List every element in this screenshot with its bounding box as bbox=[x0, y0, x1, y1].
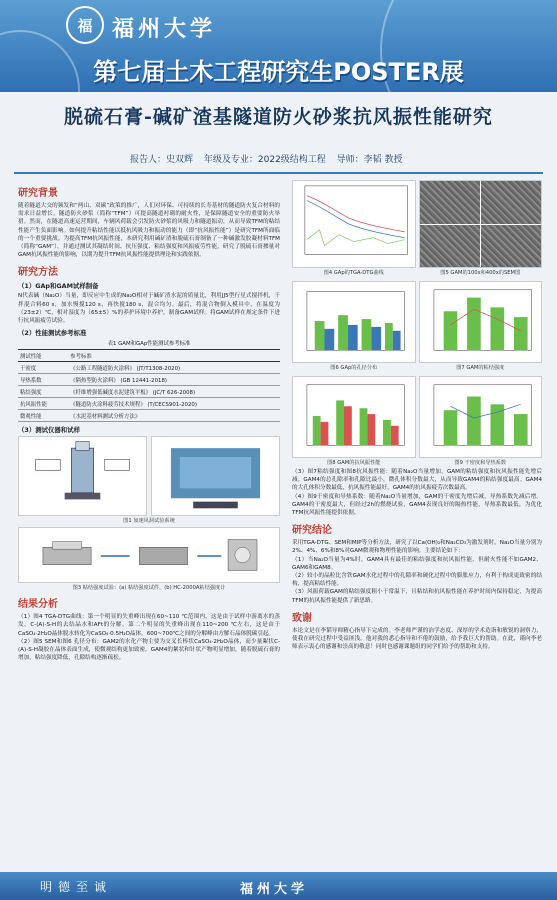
sem-image bbox=[420, 225, 480, 268]
results-heading: 结果分析 bbox=[18, 599, 58, 611]
university-logo bbox=[66, 6, 104, 44]
table-row bbox=[18, 410, 280, 422]
pore-distribution-plot bbox=[293, 282, 415, 362]
table-header: 测试性能 bbox=[18, 350, 68, 362]
fig5-wrap bbox=[419, 180, 543, 278]
footer-university: 福州大学 bbox=[240, 882, 309, 897]
bond-strength-chart bbox=[419, 281, 543, 363]
sem-images bbox=[419, 180, 543, 268]
thanks-heading: 致谢 bbox=[292, 612, 312, 624]
fig9-caption: 图9 干密度和导热系数 bbox=[454, 460, 507, 466]
conclusion-c3: （3）风振荷载GAM的粘结强度粗小于常温下，且粘结和抗风振性能在养护时间内保持稳定，为提高TFM的抗风振性能提供了新思路。 bbox=[292, 589, 542, 604]
footer-motto: 明德至诚 bbox=[40, 880, 113, 894]
divider bbox=[14, 172, 543, 174]
right-column bbox=[292, 180, 542, 651]
page-title: 脱硫石膏-碱矿渣基隧道防火砂浆抗风振性能研究 bbox=[64, 106, 493, 128]
results-p1: （1）图4 TGA-DTG曲线：第一个明显的失重峰出现在60~110 ℃范围内，这是由于试样中游离水的蒸发。C-(A)-S-H的去结晶水和AFt的分解。第二个明显的失重峰出现在110~200 ℃左右，这是由于CaSO₄·2H₂O晶体脱水转化为CaSO₄·0.5H₂O晶体。600~700℃之间的分解峰由方解石晶体脱碳引起。 bbox=[18, 614, 280, 637]
pore-distribution-chart bbox=[292, 281, 416, 363]
methods-step1-text: N代表碱（Na₂O）当量，即反应中生成的Na₂O相对于碱矿渣水泥的质量比，利用JJ5型行星式搅拌机，干拌混合料60 s，加水慢搅120 s，再快搅180 s，混合均匀。最后，将混合物倒入模具中，在温度为（23±2）℃，相对湿度为（65±5）%的养护环境中养护，制备GAM试样。将GAM试样在规定条件下进行抗风振疲劳试验。 bbox=[18, 293, 280, 325]
thanks-text: 本论文是在李韬导师精心指导下完成的。李老师严谨的治学态度、深厚的学术造诣和敏锐的洞察力，使我在研究过程中受益匪浅。他对我的悉心指导和不倦的鼓励，给予我巨大的帮助。在此，谨向李老师表示衷心的感谢和崇高的敬意！同时也感谢课题组的同学们给予的帮助和支持。 bbox=[292, 627, 542, 651]
table-cell: 《纤维增强低碱度水泥建筑平板》 (JC/T 626-2008) bbox=[68, 386, 280, 398]
table-cell: 导热系数 bbox=[18, 374, 68, 386]
footer-banner bbox=[0, 872, 557, 900]
table-cell: 《隔热型防火涂料》 (GB 12441-2018) bbox=[68, 374, 280, 386]
fig6-wrap bbox=[292, 281, 416, 373]
equipment-figures bbox=[18, 436, 280, 516]
bond-test-figure bbox=[18, 527, 280, 583]
fig4-caption: 图4 GAp的TGA-DTG曲线 bbox=[323, 270, 384, 276]
bond-strength-plot bbox=[420, 282, 542, 362]
table-cell: 《隧道防火涂料疲劳技术规程》 (T/CECS901-2020) bbox=[68, 398, 280, 410]
standards-table bbox=[18, 349, 280, 422]
table-cell: 《水泥基材料测试分析方法》 bbox=[68, 410, 280, 422]
wind-vibration-chart bbox=[292, 376, 416, 458]
table-cell: 微观性能 bbox=[18, 410, 68, 422]
field-test-figure bbox=[151, 436, 280, 516]
bond-test-illustration bbox=[19, 528, 279, 582]
fig3-caption: 图3 粘结强度试验：(a) 粘结强度试件，(b) HC-2000A粘结强度计 bbox=[72, 585, 226, 592]
grade-major: 年级及专业：2022级结构工程 bbox=[203, 155, 326, 165]
methods-heading: 研究方法 bbox=[18, 267, 58, 279]
fig4-wrap bbox=[292, 180, 416, 278]
table-row bbox=[18, 374, 280, 386]
wind-vibration-plot bbox=[293, 377, 415, 457]
tga-dtg-plot bbox=[293, 181, 415, 267]
field-test-illustration bbox=[152, 437, 279, 515]
figure-grid bbox=[292, 180, 542, 468]
fig1-caption: 图1 加速风洞试验系统 bbox=[123, 518, 175, 525]
sem-image bbox=[481, 225, 541, 268]
background-text: 随着隧道大交的频发和“两山、双碳”政策的推广，人们对环保、可持续的长寿基材的隧道防火复合材料的需求日益增长。隧道防火砂浆（简称“TFM”）可提高隧道衬砌的耐火性，是保障隧道安全的重要防火举措。然而，在隧道高速运营期间，车辆风荷载会引发防火砂浆的风吸力和隧道振动，从而导致TFM的粘结性能产生负面影响。如何提升粘结性能以抵抗风吸力和振动的能力（即“抗风振性能”）是研究TFM所面临的一个重要挑战。为提高TFM抗风振性能，本研究利用碱矿渣和脱硫石膏制备了一种碱激发胶凝材料TFM（简称“GAM”），并通过测试其凝结时间、抗压强度、粘结强度和风振疲劳性能，研究了脱硫石膏掺量对GAM抗风振性能的影响，以期为提升TFM抗风振性能提供理论和实践依据。 bbox=[18, 203, 280, 259]
conclusion-c1: （1）当Na₂O当量为4%时，GAM4具有最佳的粘结强度和抗风振性能，但耐火性能不如GAM2、GAM6和GAM8。 bbox=[292, 556, 542, 571]
fig7-caption: 图7 GAM的粘结强度 bbox=[456, 365, 505, 371]
density-conductivity-plot bbox=[420, 377, 542, 457]
table-row bbox=[18, 386, 280, 398]
table-row bbox=[18, 362, 280, 374]
wind-tunnel-illustration bbox=[19, 437, 146, 515]
density-conductivity-chart bbox=[419, 376, 543, 458]
sem-image bbox=[420, 181, 480, 224]
table-cell: 粘结强度 bbox=[18, 386, 68, 398]
advisor: 导师：李韬 教授 bbox=[336, 155, 403, 165]
sem-image bbox=[481, 181, 541, 224]
wind-tunnel-figure bbox=[18, 436, 147, 516]
background-heading: 研究背景 bbox=[18, 188, 58, 199]
header-banner bbox=[0, 0, 557, 92]
author-line bbox=[130, 152, 411, 165]
fig8-caption: 图8 GAM的抗风振性能 bbox=[327, 460, 381, 466]
table-caption: 表1 GAM和GAp性能测试参考标准 bbox=[107, 341, 191, 348]
methods-step2: （2）性能测试参考标准 bbox=[18, 329, 87, 338]
table-row bbox=[18, 398, 280, 410]
discussion-p3: （3）图7粘结强度和图8抗风振性能：随着Na₂O当量增加，GAM的粘结强度和抗风振性能先增后减。GAM4的总孔隙率和孔隙比最小，微孔体积分数最大，从而导致GAM4的粘结强度最高。GAM4的大孔体积分数最低，抗风振性能最好，GAM4的抗风振疲劳次数最高。 bbox=[292, 469, 542, 492]
university-name: 福州大学 bbox=[112, 16, 217, 42]
conclusion-c2: （2）较小的晶粒比含铁GAM水化过程中的孔隙率和硬化过程中的膨胀应力，有利于构成更致密的结构，提高粘结性能。 bbox=[292, 573, 542, 588]
fig9-wrap bbox=[419, 376, 543, 468]
fig8-wrap bbox=[292, 376, 416, 468]
table-header: 参考标准 bbox=[68, 350, 280, 362]
tga-dtg-chart bbox=[292, 180, 416, 268]
table-cell: 抗风振性能 bbox=[18, 398, 68, 410]
seal-text: 福 bbox=[77, 16, 93, 35]
fig6-caption: 图6 GAp的孔径分布 bbox=[330, 365, 378, 371]
fig5-caption: 图5 GAM的100x和400x的SEM图 bbox=[440, 270, 521, 276]
table-cell: 干密度 bbox=[18, 362, 68, 374]
table-cell: 《公路工程隧道防火涂料》 (JT/T1308-2020) bbox=[68, 362, 280, 374]
left-column bbox=[18, 180, 280, 662]
methods-step1: （1）GAp和GAM试样制备 bbox=[18, 282, 99, 291]
discussion-p4: （4）图9干密度和导热系数：随着Na₂O当量增加，GAM的干密度先增后减，导热系数先减后增。GAM4的干密度最大，但经过2h的燃烧试验，GAM4表现良好的隔热性能，导热系数最低，为优化TFM抗风振性能提供依据。 bbox=[292, 493, 542, 517]
fig7-wrap bbox=[419, 281, 543, 373]
methods-step3: （3）测试仪器和试样 bbox=[18, 426, 80, 435]
results-p2: （2）图5 SEM和图6 孔径分布：GAM2的水化产物主要为交叉长棒状CaSO₄·2H₂O晶体，而少量絮状C-(A)-S-H凝胶在晶体表面生成，使微观结构更加致密。GAM4的絮状和针状产物明显增加，随着脱硫石膏的增加，粘结强度降低，孔隙结构逐渐疏松。 bbox=[18, 638, 280, 662]
conclusion-intro: 采用TGA-DTG、SEM和MIP等分析方法，研究了以Ca(OH)₂和Na₂CO₃为激发剂时，Na₂O当量分别为2%、4%、6%和8%对GAM微观和物理性能的影响。主要结论如下： bbox=[292, 540, 542, 555]
reporter: 报告人：史双辉 bbox=[130, 155, 194, 165]
conclusion-heading: 研究结论 bbox=[292, 525, 332, 537]
poster-title: 第七届土木工程研究生POSTER展 bbox=[93, 58, 464, 86]
